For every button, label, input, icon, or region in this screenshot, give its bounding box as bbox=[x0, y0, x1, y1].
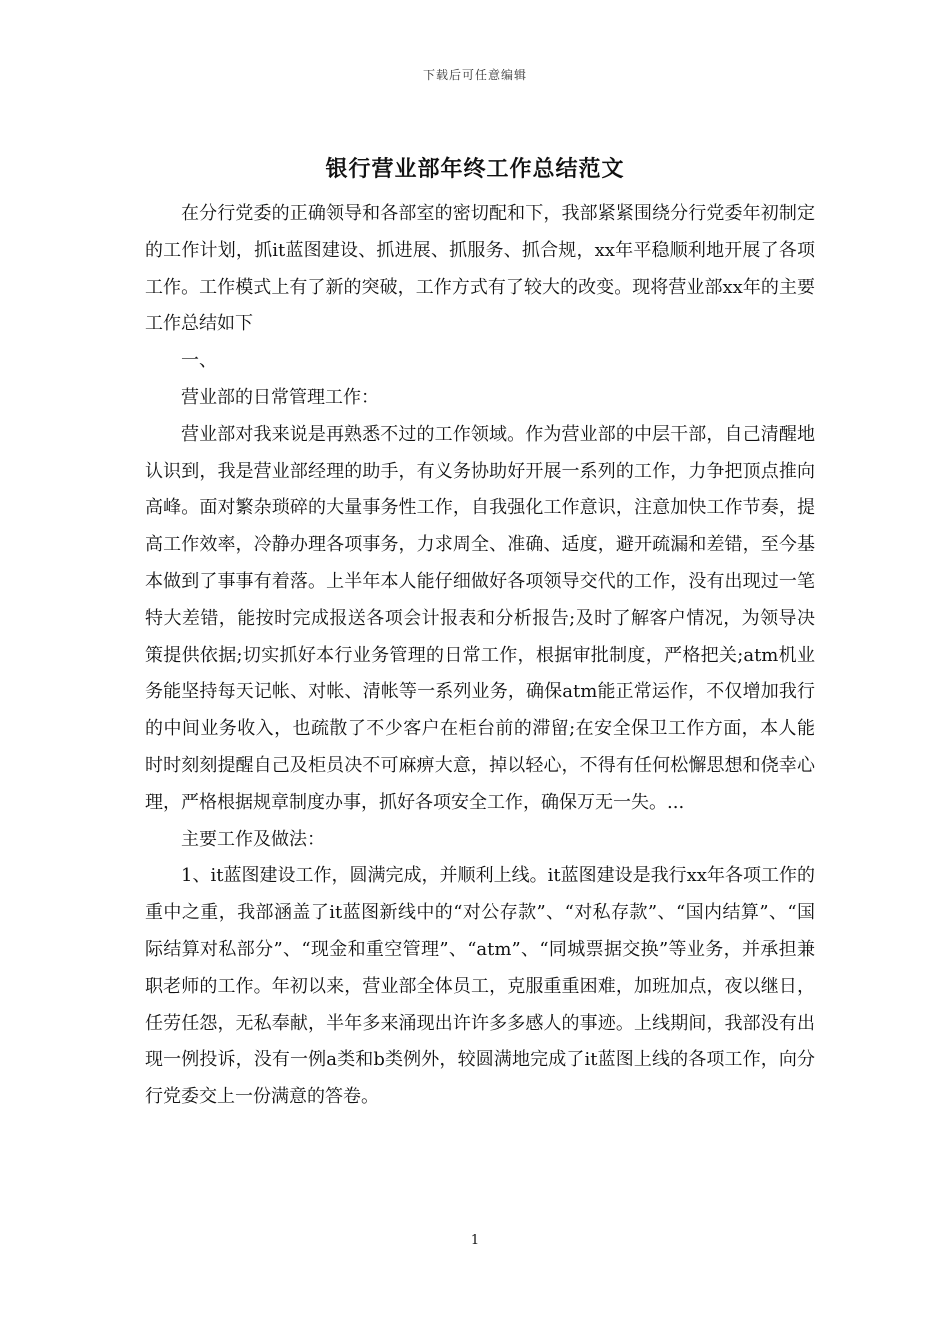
paragraph-daily-management: 营业部对我来说是再熟悉不过的工作领域。作为营业部的中层干部，自己清醒地认识到，我是营业部经理的助手，有义务协助好开展一系列的工作，力争把顶点推向高峰。面对繁杂琐碎的大量事务性工作，自我强化工作意识，注意加快工作节奏，提高工作效率，冷静办理各项事务，力求周全、准确、适度，避开疏漏和差错，至今基本做到了事事有着落。上半年本人能仔细做好各项领导交代的工作，没有出现过一笔特大差错，能按时完成报送各项会计报表和分析报告;及时了解客户情况，为领导决策提供依据;切实抓好本行业务管理的日常工作，根据审批制度，严格把关;atm机业务能坚持每天记帐、对帐、清帐等一系列业务，确保atm能正常运作，不仅增加我行的中间业务收入，也疏散了不少客户在柜台前的滞留;在安全保卫工作方面，本人能时时刻刻提醒自己及柜员决不可麻痹大意，掉以轻心，不得有任何松懈思想和侥幸心理，严格根据规章制度办事，抓好各项安全工作，确保万无一失。... bbox=[145, 423, 815, 813]
header-note: 下载后可任意编辑 bbox=[422, 68, 527, 82]
paragraph-intro: 在分行党委的正确领导和各部室的密切配和下，我部紧紧围绕分行党委年初制定的工作计划，抓it蓝图建设、抓进展、抓服务、抓合规，xx年平稳顺利地开展了各项工作。工作模式上有了新的突破，工作方式有了较大的改变。现将营业部xx年的主要工作总结如下 bbox=[145, 203, 815, 335]
document-title: 银行营业部年终工作总结范文 bbox=[325, 156, 625, 182]
document-body bbox=[145, 196, 815, 1116]
paragraph-it-blueprint: 1、it蓝图建设工作，圆满完成，并顺利上线。it蓝图建设是我行xx年各项工作的重中之重，我部涵盖了it蓝图新线中的“对公存款”、“对私存款”、“国内结算”、“国际结算对私部分”、“现金和重空管理”、“atm”、“同城票据交换”等业务，并承担兼职老师的工作。年初以来，营业部全体员工，克服重重困难，加班加点，夜以继日，任劳任怨，无私奉献，半年多来涌现出许许多多感人的事迹。上线期间，我部没有出现一例投诉，没有一例a类和b类例外，较圆满地完成了it蓝图上线的各项工作，向分行党委交上一份满意的答卷。 bbox=[145, 865, 815, 1108]
section-number: 一、 bbox=[181, 350, 217, 372]
subsection-heading: 主要工作及做法： bbox=[181, 828, 325, 850]
page-number: 1 bbox=[470, 1233, 480, 1248]
section-heading: 营业部的日常管理工作： bbox=[181, 386, 379, 408]
